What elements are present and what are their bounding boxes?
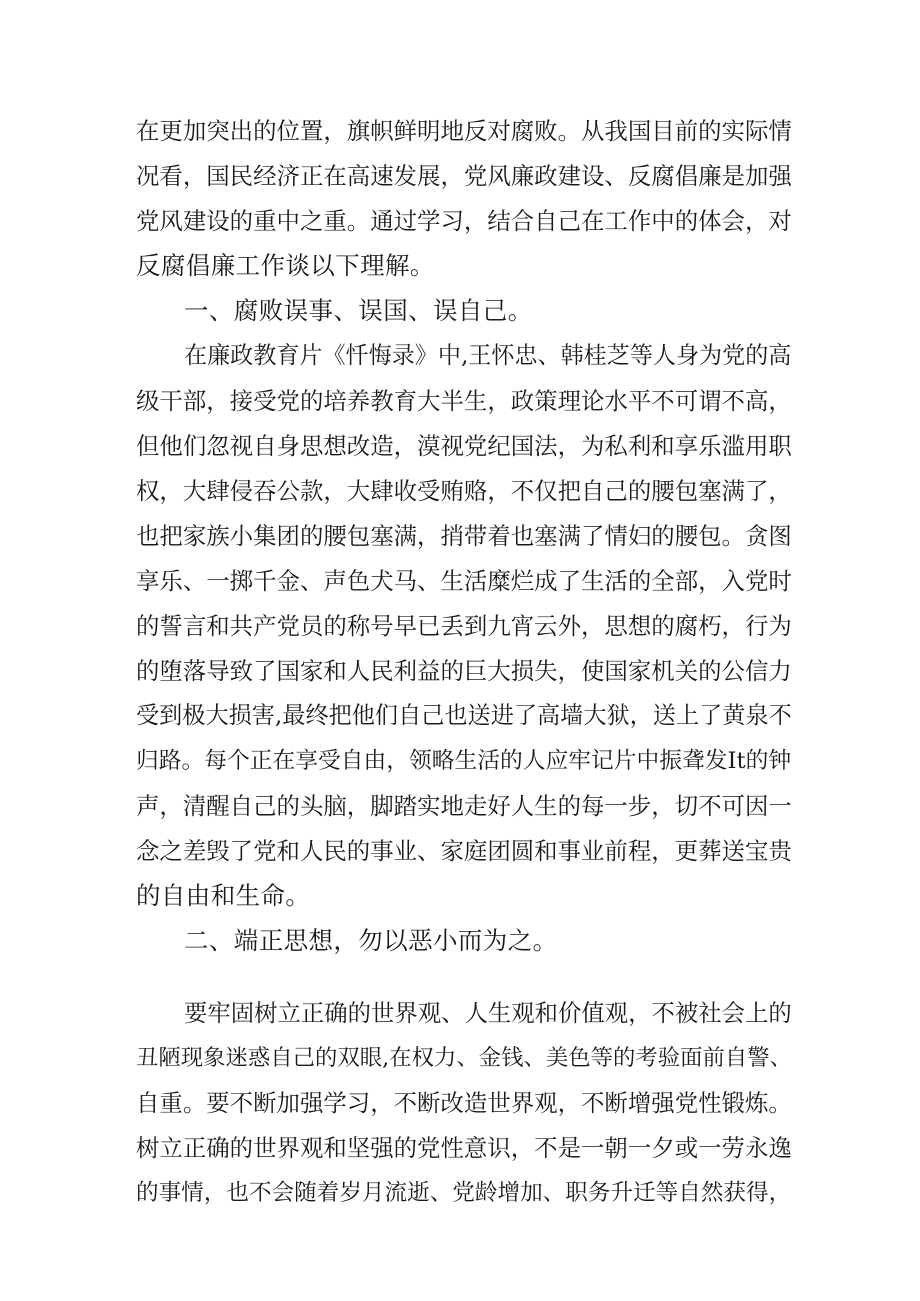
text-line: 反腐倡廉工作谈以下理解。 <box>136 251 435 280</box>
text-line: 树立正确的世界观和坚强的党性意识，不是一朝一夕或一劳永逸 <box>136 1134 792 1162</box>
text-line: 丑陋现象迷惑自己的双眼,在权力、金钱、美色等的考验面前自警、 <box>136 1045 792 1071</box>
text-line: 在更加突出的位置，旗帜鲜明地反对腐败。从我国目前的实际情 <box>136 117 792 145</box>
text-line: 享乐、一掷千金、声色犬马、生活糜烂成了生活的全部，入党时 <box>136 567 792 595</box>
text-line: 的事情，也不会随着岁月流逝、党龄增加、职务升迁等自然获得， <box>136 1180 792 1206</box>
text-line: 归路。每个正在享受自由，领略生活的人应牢记片中振聋发It的钟 <box>136 748 792 774</box>
text-line: 声，清醒自己的头脑，脚踏实地走好人生的每一步，切不可因一 <box>136 792 792 820</box>
text-line: 况看，国民经济正在高速发展，党风廉政建设、反腐倡廉是加强 <box>136 162 792 190</box>
text-line: 念之差毁了党和人民的事业、家庭团圆和事业前程，更葬送宝贵 <box>136 837 792 865</box>
text-line: 自重。要不断加强学习，不断改造世界观，不断增强党性锻炼。 <box>136 1089 792 1117</box>
text-line: 级干部，接受党的培养教育大半生，政策理论水平不可谓不高， <box>136 387 792 415</box>
section-heading: 一、腐败误事、误国、误自己。 <box>184 296 533 325</box>
text-line: 但他们忽视自身思想改造，漠视党纪国法，为私利和享乐滥用职 <box>136 432 792 460</box>
text-line: 的誓言和共产党员的称号早已丢到九宵云外，思想的腐朽，行为 <box>136 612 792 640</box>
paragraph-start: 要牢固树立正确的世界观、人生观和价值观，不被社会上的 <box>184 999 792 1027</box>
text-line: 的堕落导致了国家和人民利益的巨大损失，使国家机关的公信力 <box>136 657 792 685</box>
text-line: 受到极大损害,最终把他们自己也送进了高墙大狱，送上了黄泉不 <box>136 703 792 729</box>
section-heading: 二、端正思想，勿以恶小而为之。 <box>184 926 558 955</box>
text-line: 党风建设的重中之重。通过学习，结合自己在工作中的体会，对 <box>136 207 792 235</box>
text-line: 权，大肆侵吞公款，大肆收受贿赂，不仅把自己的腰包塞满了， <box>136 477 792 505</box>
text-line: 也把家族小集团的腰包塞满，捎带着也塞满了情妇的腰包。贪图 <box>136 522 792 550</box>
paragraph-start: 在廉政教育片《忏悔录》中,王怀忠、韩桂芝等人身为党的高 <box>184 343 792 369</box>
text-line: 的自由和生命。 <box>136 881 311 910</box>
